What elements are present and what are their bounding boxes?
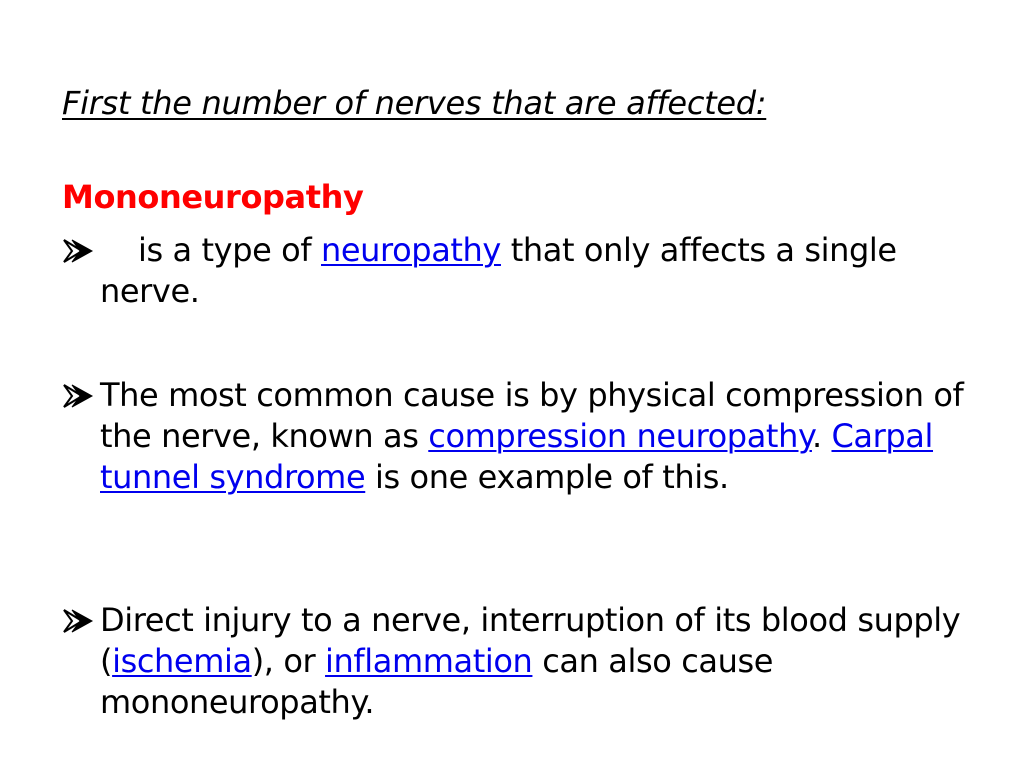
bullet-text-segment: that only affects a single nerve. bbox=[100, 231, 897, 310]
link-inflammation[interactable]: inflammation bbox=[325, 642, 533, 680]
link-ischemia[interactable]: ischemia bbox=[112, 642, 252, 680]
bullet-text-segment: Direct injury to a nerve, interruption of its blood supply ( bbox=[100, 601, 961, 680]
link-compression-neuropathy[interactable]: compression neuropathy bbox=[428, 417, 812, 455]
bullet-item bbox=[62, 375, 972, 498]
slide-heading: First the number of nerves that are affected: bbox=[62, 84, 767, 122]
arrow-bullet-icon bbox=[62, 383, 96, 409]
arrow-bullet-icon bbox=[62, 238, 96, 264]
bullet-text bbox=[62, 230, 972, 312]
bullet-text-segment: can also cause mononeuropathy. bbox=[100, 642, 774, 721]
bullet-text-segment: ), or bbox=[251, 642, 326, 680]
bullet-text-segment: . bbox=[811, 417, 832, 455]
bullet-item bbox=[62, 230, 972, 312]
bullet-text bbox=[62, 375, 972, 498]
bullet-text-segment: The most common cause is by physical compression of the nerve, known as bbox=[100, 376, 964, 455]
link-neuropathy[interactable]: neuropathy bbox=[321, 231, 501, 269]
section-title: Mononeuropathy bbox=[62, 178, 364, 216]
bullet-text bbox=[62, 600, 972, 723]
bullet-text-segment: is a type of bbox=[138, 231, 321, 269]
bullet-text-segment: is one example of this. bbox=[365, 458, 729, 496]
bullet-item bbox=[62, 600, 972, 723]
arrow-bullet-icon bbox=[62, 608, 96, 634]
link-carpal-tunnel-syndrome[interactable]: Carpal tunnel syndrome bbox=[100, 417, 934, 496]
